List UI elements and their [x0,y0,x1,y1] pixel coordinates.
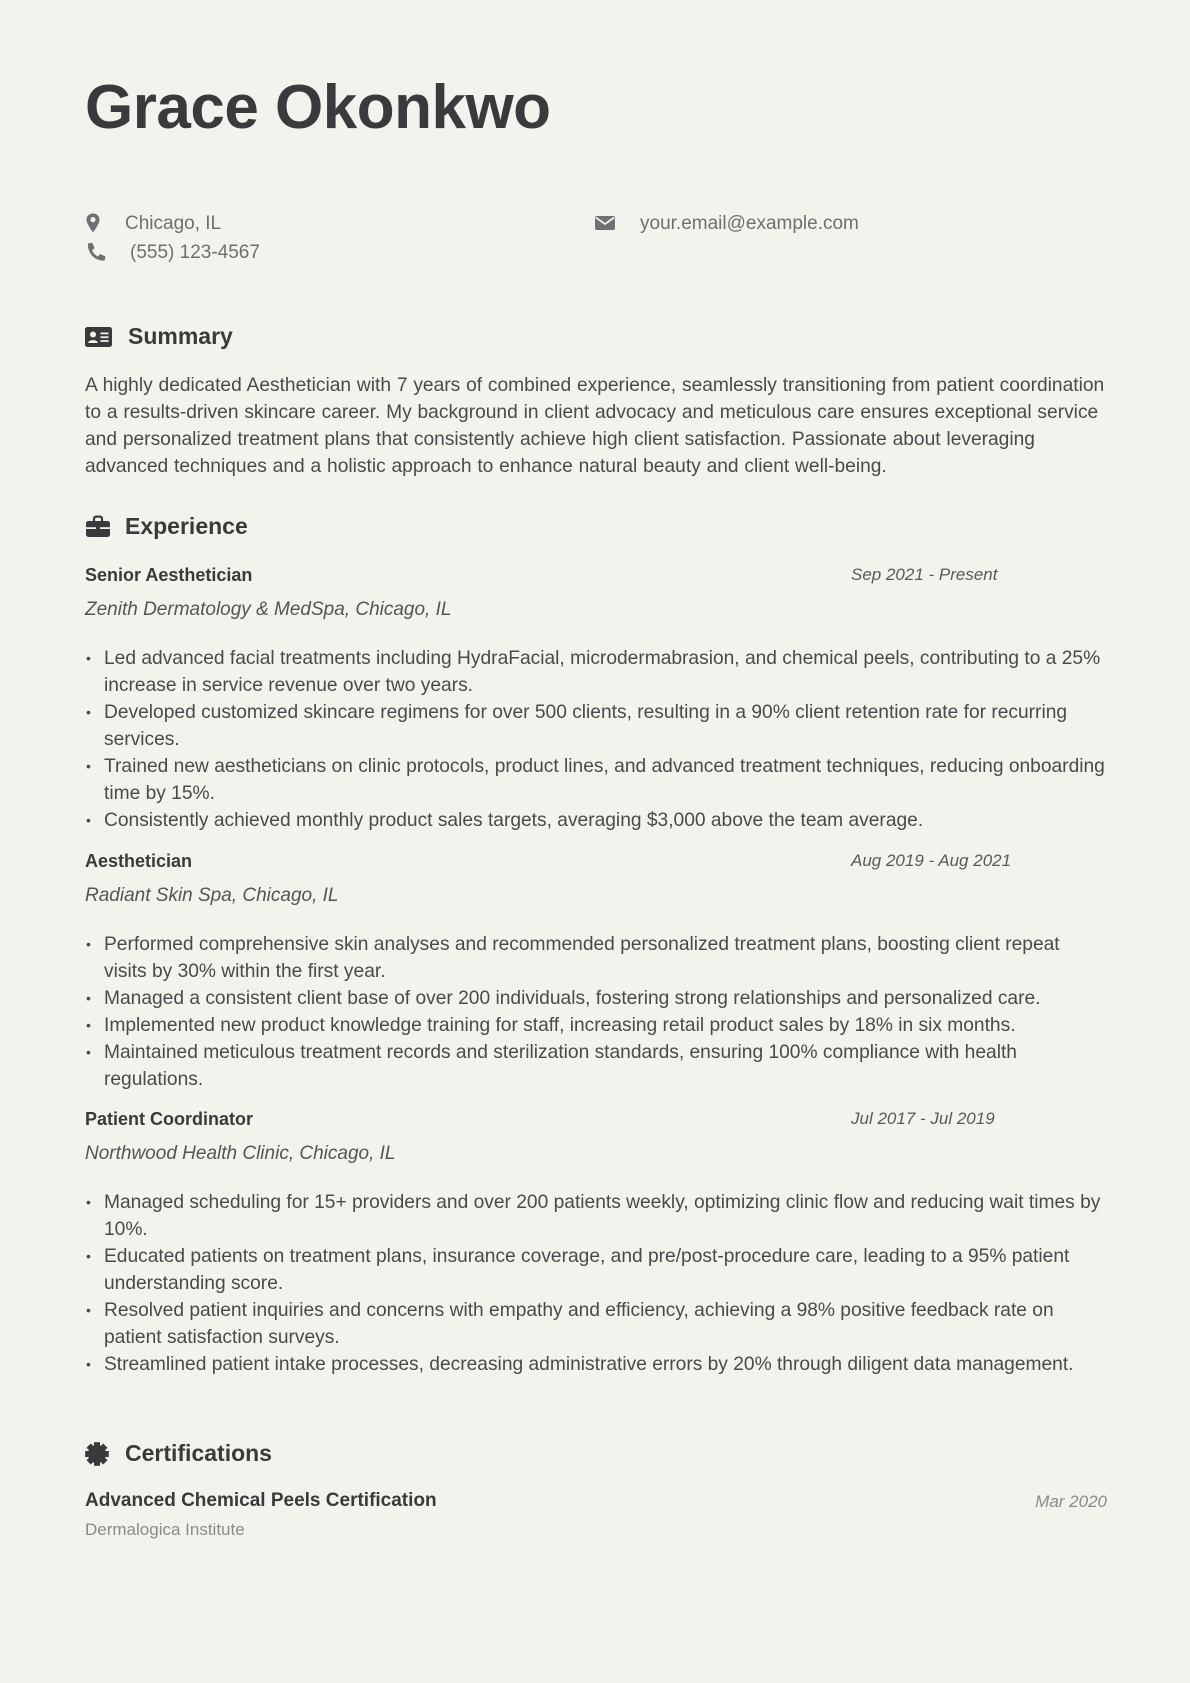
job-dates: Jul 2017 - Jul 2019 [851,1109,995,1128]
experience-heading [85,513,248,540]
summary-title: Summary [128,323,233,349]
job-bullet: • Consistently achieved monthly product sales targets, averaging $3,000 above the team average. [104,807,1106,834]
phone-icon [85,241,107,265]
job-dates: Aug 2019 - Aug 2021 [851,851,1012,870]
job-company: Northwood Health Clinic, Chicago, IL [85,1143,396,1164]
certification-entry [85,1490,1107,1550]
job-entry [85,565,1105,835]
job-bullet: • Maintained meticulous treatment records and sterilization standards, ensuring 100% compliance with health regulations. [104,1039,1106,1093]
certifications-heading [85,1440,272,1467]
job-entry [85,851,1105,1096]
job-dates: Sep 2021 - Present [851,565,998,584]
job-bullet: • Educated patients on treatment plans, insurance coverage, and pre/post-procedure care, leading to a 95% patient understanding score. [104,1243,1106,1297]
job-bullet: • Managed scheduling for 15+ providers and over 200 patients weekly, optimizing clinic flow and reducing wait times by 10%. [104,1189,1106,1243]
certifications-title: Certifications [125,1440,272,1466]
summary-text: A highly dedicated Aesthetician with 7 years of combined experience, seamlessly transitioning from patient coordination to a results-driven skincare career. My background in client advocacy and meticulous care ensures exceptional service and personalized treatment plans that consistently achieve high client satisfaction. Passionate about leveraging advanced techniques and a holistic approach to enhance natural beauty and client well-being. [85,375,1105,477]
map-pin-icon [85,212,107,236]
job-bullet: • Developed customized skincare regimens for over 500 clients, resulting in a 90% client retention rate for recurring services. [104,699,1106,753]
job-bullet: • Managed a consistent client base of over 200 individuals, fostering strong relationships and personalized care. [104,985,1106,1012]
job-bullet: • Resolved patient inquiries and concerns with empathy and efficiency, achieving a 98% positive feedback rate on patient satisfaction surveys. [104,1297,1106,1351]
job-company: Zenith Dermatology & MedSpa, Chicago, IL [85,599,452,620]
job-title: Patient Coordinator [85,1109,254,1129]
job-company: Radiant Skin Spa, Chicago, IL [85,885,339,906]
phone-text: (555) 123-4567 [130,242,260,263]
job-bullet: • Implemented new product knowledge training for staff, increasing retail product sales by 18% in six months. [104,1012,1106,1039]
certification-name: Advanced Chemical Peels Certification [85,1490,437,1511]
candidate-name: Grace Okonkwo [85,73,551,142]
job-bullet: • Trained new aestheticians on clinic protocols, product lines, and advanced treatment techniques, reducing onboarding time by 15%. [104,753,1106,807]
contact-phone [85,241,305,265]
id-card-icon [85,324,113,350]
job-bullet: • Led advanced facial treatments including HydraFacial, microdermabrasion, and chemical peels, contributing to a 25% increase in service revenue over two years. [104,645,1106,699]
job-bullets [85,931,1106,1093]
job-title: Senior Aesthetician [85,565,253,585]
location-text: Chicago, IL [125,213,222,234]
envelope-icon [594,212,616,236]
job-bullets [85,645,1106,834]
job-title: Aesthetician [85,851,193,871]
job-bullets [85,1189,1106,1378]
briefcase-icon [85,514,113,540]
contact-location [85,212,285,236]
job-entry [85,1109,1105,1409]
certification-date: Mar 2020 [1035,1492,1107,1511]
email-link[interactable]: your.email@example.com [640,213,859,234]
summary-heading [85,323,233,350]
job-bullet: • Streamlined patient intake processes, decreasing administrative errors by 20% through diligent data management. [104,1351,1106,1378]
experience-title: Experience [125,513,248,539]
job-bullet: • Performed comprehensive skin analyses and recommended personalized treatment plans, boosting client repeat visits by 30% within the first year. [104,931,1106,985]
contact-email[interactable] [594,212,894,236]
badge-icon [85,1441,113,1467]
certification-issuer: Dermalogica Institute [85,1520,245,1539]
